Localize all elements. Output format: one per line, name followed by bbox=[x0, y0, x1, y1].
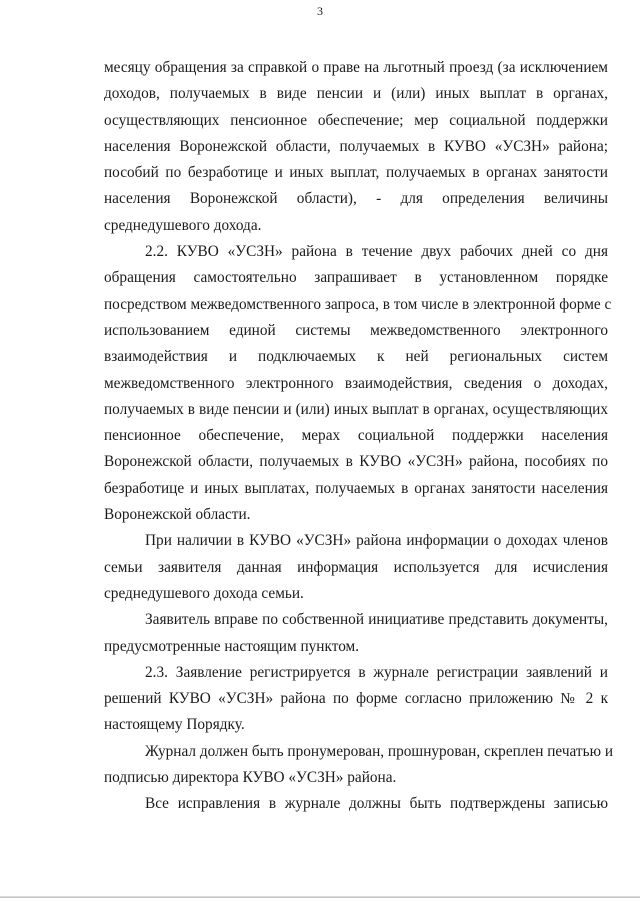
text-line: населения Воронежской области), - для определения величины bbox=[104, 190, 608, 208]
text-line: настоящему Порядку. bbox=[104, 716, 245, 734]
scan-bottom-edge bbox=[0, 896, 640, 898]
text-line: Все исправления в журнале должны быть подтверждены записью bbox=[145, 795, 608, 813]
page-number: 3 bbox=[317, 4, 323, 18]
text-line: использованием единой системы межведомственного электронного bbox=[104, 321, 608, 339]
text-line: подписью директора КУВО «УСЗН» района. bbox=[104, 769, 397, 787]
text-line: доходов, получаемых в виде пенсии и (или) иных выплат в органах, bbox=[104, 85, 608, 103]
text-line: Воронежской области. bbox=[104, 506, 251, 524]
text-line: Журнал должен быть пронумерован, прошнурован, скреплен печатью и bbox=[145, 742, 614, 760]
text-line: посредством межведомственного запроса, в том числе в электронной форме с bbox=[104, 295, 612, 313]
text-line: безработице и иных выплатах, получаемых в органах занятости населения bbox=[104, 479, 608, 497]
text-line: месяцу обращения за справкой о праве на льготный проезд (за исключением bbox=[104, 59, 608, 76]
text-line: 2.3. Заявление регистрируется в журнале регистрации заявлений и bbox=[145, 663, 608, 681]
text-line: пенсионное обеспечение, мерах социальной поддержки населения bbox=[104, 427, 608, 445]
text-line: пособий по безработице и иных выплат, получаемых в органах занятости bbox=[104, 164, 608, 182]
text-line: межведомственного электронного взаимодействия, сведения о доходах, bbox=[104, 374, 608, 392]
text-line: решений КУВО «УСЗН» района по форме согласно приложению № 2 к bbox=[104, 690, 608, 708]
text-line: среднедушевого дохода семьи. bbox=[104, 584, 304, 602]
text-line: Воронежской области, получаемых в КУВО «УСЗН» района, пособиях по bbox=[104, 453, 608, 471]
text-line: Заявитель вправе по собственной инициативе представить документы, bbox=[145, 611, 608, 629]
text-line: семьи заявителя данная информация используется для исчисления bbox=[104, 558, 608, 576]
text-line: 2.2. КУВО «УСЗН» района в течение двух рабочих дней со дня bbox=[145, 243, 608, 261]
body-text bbox=[104, 55, 614, 818]
text-line: осуществляющих пенсионное обеспечение; мер социальной поддержки bbox=[104, 111, 608, 129]
text-line: получаемых в виде пенсии и (или) иных выплат в органах, осуществляющих bbox=[104, 400, 608, 418]
text-line: населения Воронежской области, получаемых в КУВО «УСЗН» района; bbox=[104, 137, 608, 155]
text-line: взаимодействия и подключаемых к ней региональных систем bbox=[104, 348, 608, 366]
text-line: При наличии в КУВО «УСЗН» района информации о доходах членов bbox=[145, 532, 608, 550]
text-line: обращения самостоятельно запрашивает в установленном порядке bbox=[104, 269, 608, 287]
text-line: предусмотренные настоящим пунктом. bbox=[104, 637, 360, 655]
text-line: среднедушевого дохода. bbox=[104, 216, 262, 234]
